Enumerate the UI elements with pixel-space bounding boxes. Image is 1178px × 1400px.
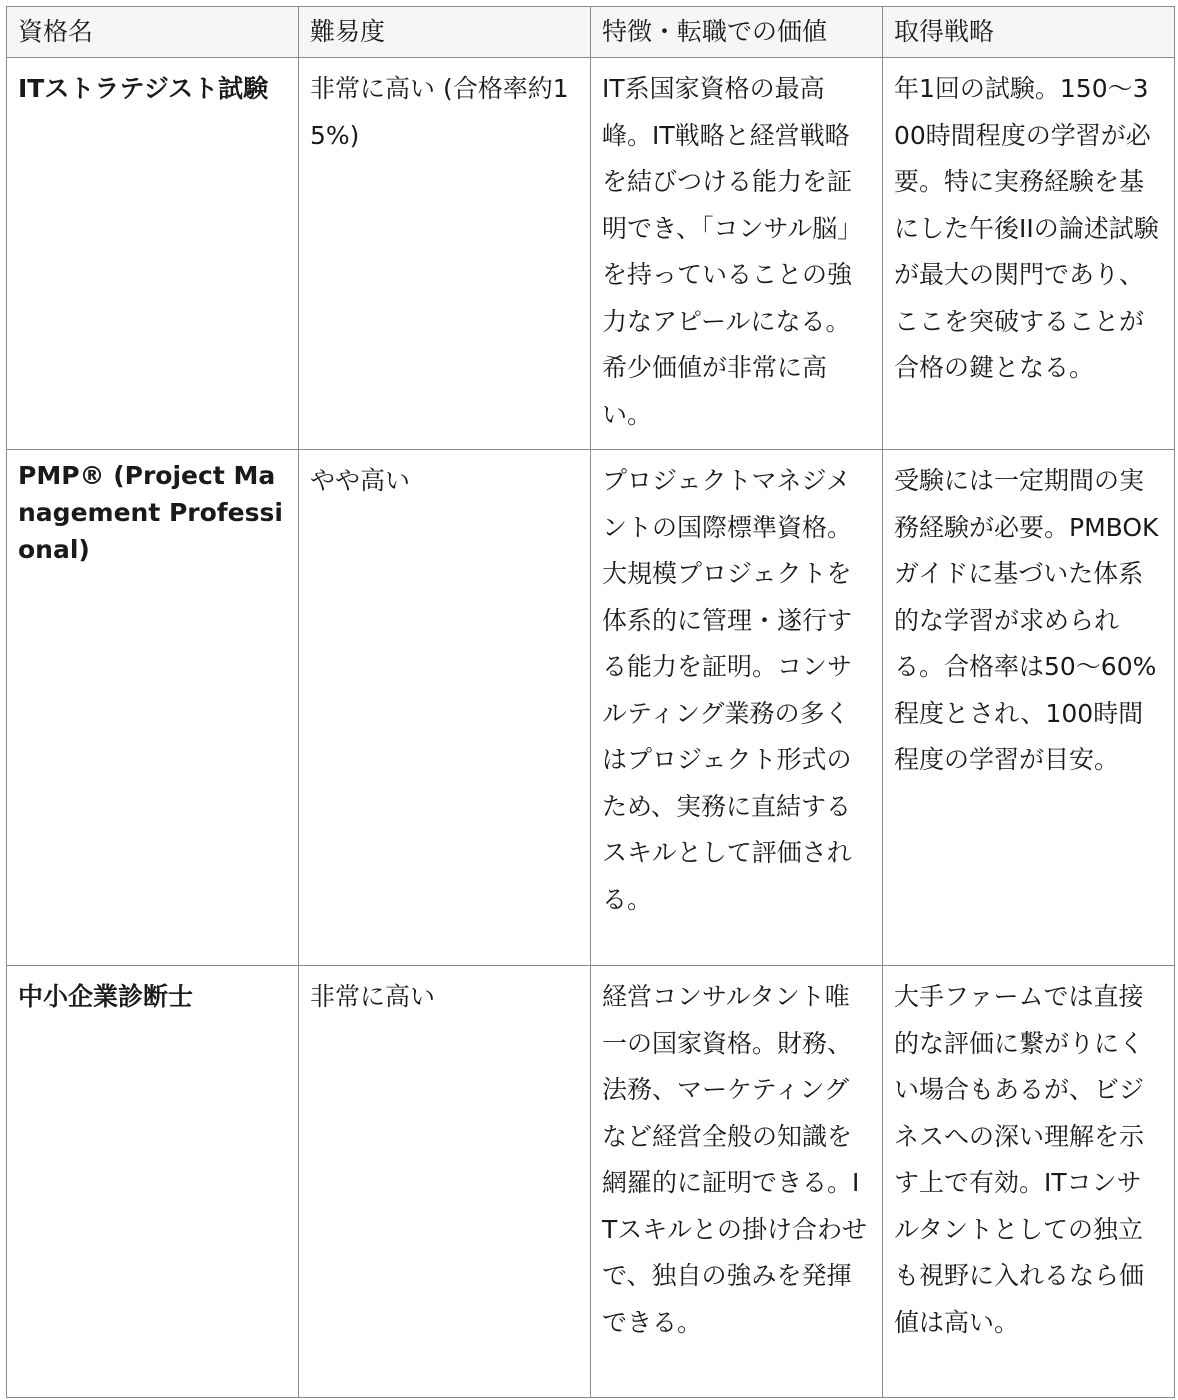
cell-cert-name: PMP® (Project Management Professional): [7, 450, 299, 966]
header-difficulty: 難易度: [299, 7, 591, 58]
table-row-sme-consultant: [7, 966, 1175, 1398]
table-body: [7, 58, 1175, 1398]
cell-strategy: 受験には一定期間の実務経験が必要。PMBOKガイドに基づいた体系的な学習が求められる。合格率は50〜60%程度とされ、100時間程度の学習が目安。: [883, 450, 1175, 966]
cell-cert-name: 中小企業診断士: [7, 966, 299, 1398]
cell-features-value: 経営コンサルタント唯一の国家資格。財務、法務、マーケティングなど経営全般の知識を網羅的に証明できる。ITスキルとの掛け合わせで、独自の強みを発揮できる。: [591, 966, 883, 1398]
cell-difficulty: 非常に高い (合格率約15%): [299, 58, 591, 450]
certification-comparison-table: [6, 6, 1175, 1398]
header-row: [7, 7, 1175, 58]
cell-strategy: 大手ファームでは直接的な評価に繋がりにくい場合もあるが、ビジネスへの深い理解を示す上で有効。ITコンサルタントとしての独立も視野に入れるなら価値は高い。: [883, 966, 1175, 1398]
certification-table-container: [6, 6, 1175, 1398]
table-row-it-strategist: [7, 58, 1175, 450]
table-header: [7, 7, 1175, 58]
cell-difficulty: やや高い: [299, 450, 591, 966]
header-features-value: 特徴・転職での価値: [591, 7, 883, 58]
header-cert-name: 資格名: [7, 7, 299, 58]
header-strategy: 取得戦略: [883, 7, 1175, 58]
cell-strategy: 年1回の試験。150〜300時間程度の学習が必要。特に実務経験を基にした午後IIの論述試験が最大の関門であり、ここを突破することが合格の鍵となる。: [883, 58, 1175, 450]
cell-features-value: IT系国家資格の最高峰。IT戦略と経営戦略を結びつける能力を証明でき、「コンサル脳」を持っていることの強力なアピールになる。希少価値が非常に高い。: [591, 58, 883, 450]
cell-difficulty: 非常に高い: [299, 966, 591, 1398]
table-row-pmp: [7, 450, 1175, 966]
cell-cert-name: ITストラテジスト試験: [7, 58, 299, 450]
cell-features-value: プロジェクトマネジメントの国際標準資格。大規模プロジェクトを体系的に管理・遂行する能力を証明。コンサルティング業務の多くはプロジェクト形式のため、実務に直結するスキルとして評価される。: [591, 450, 883, 966]
